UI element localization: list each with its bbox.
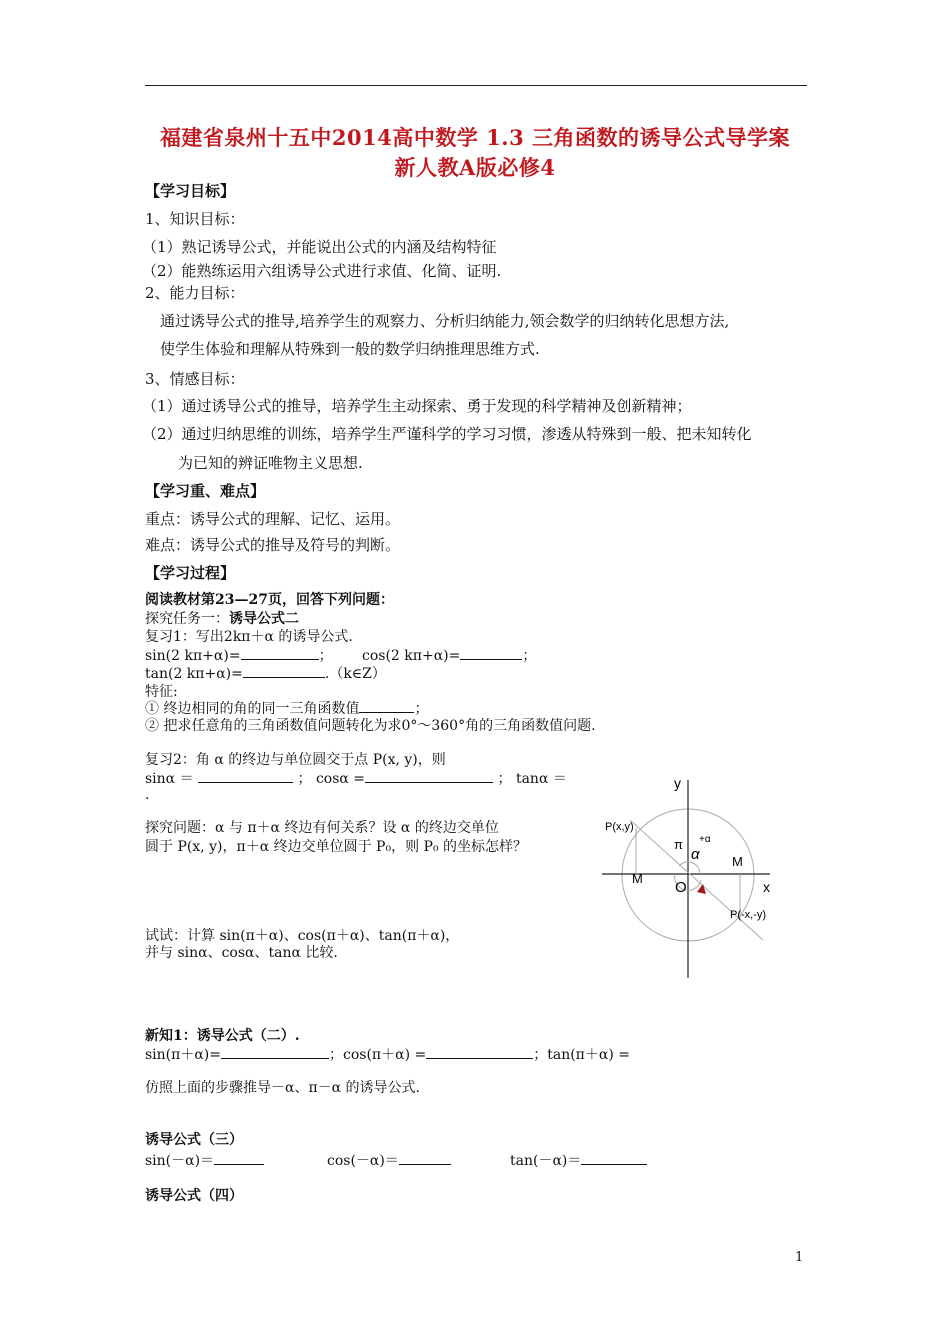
try-line-1: 试试：计算 sin(π＋α)、cos(π＋α)、tan(π＋α)，	[145, 928, 460, 944]
formula3-cos-blank	[399, 1152, 451, 1165]
knowledge-label: 1、知识目标：	[145, 210, 245, 228]
feature-1: ① 终边相同的角的同一三角函数值	[145, 701, 360, 717]
origin-label: O	[675, 879, 687, 896]
new1-sin: sin(π＋α)=	[145, 1047, 221, 1063]
explore-line-2: 圆于 P(x, y)，π＋α 终边交单位圆于 P₀，则 P₀ 的坐标怎样？	[145, 839, 528, 855]
formula3-sin: sin(－α)＝	[145, 1153, 215, 1169]
new1-formula-row	[145, 1046, 630, 1063]
pi-label: π	[674, 837, 683, 852]
ability-item-2: 使学生体验和理解从特殊到一般的数学归纳推理思维方式.	[160, 340, 540, 358]
sina-blank	[198, 770, 293, 783]
cos-2kpi-blank	[460, 647, 522, 660]
focus-difficult: 难点：诱导公式的推导及符号的判断。	[145, 536, 401, 554]
plus-alpha-label: +α	[699, 834, 711, 845]
ability-label: 2、能力目标：	[145, 284, 245, 302]
new1-tan: ；tan(π＋α) =	[533, 1047, 630, 1063]
page-subtitle: 新人教A版必修4	[394, 155, 556, 180]
new1-derive: 仿照上面的步骤推导－α、π－α 的诱导公式.	[145, 1080, 421, 1096]
formula3-sin-row	[145, 1152, 264, 1169]
alpha-label: α	[691, 846, 700, 863]
trig-def-row: sinα ＝ ； cosα = ； tanα ＝	[145, 771, 567, 787]
feature-1-blank	[359, 700, 414, 713]
review2: 复习2：角 α 的终边与单位圆交于点 P(x, y)，则	[145, 752, 446, 768]
formula3-title: 诱导公式（三）	[145, 1132, 243, 1148]
sina-label: sinα ＝	[145, 771, 194, 787]
cosa-blank	[365, 770, 493, 783]
emotion-label: 3、情感目标：	[145, 370, 245, 388]
knowledge-item-1: （1）熟记诱导公式，并能说出公式的内涵及结构特征	[142, 238, 497, 256]
sin-2kpi-expr: sin(2 kπ+α)=	[145, 648, 241, 664]
task1-line	[145, 611, 299, 627]
emotion-item-2b: 为已知的辨证唯物主义思想.	[178, 454, 363, 472]
formula3-tan-row	[510, 1152, 647, 1169]
new1-cos: ；cos(π＋α) =	[329, 1047, 427, 1063]
header-rule	[145, 85, 807, 86]
explore-line-1: 探究问题：α 与 π＋α 终边有何关系？设 α 的终边交单位	[145, 820, 499, 836]
cosa-label: cosα =	[315, 771, 366, 787]
formula3-tan-blank	[581, 1152, 647, 1165]
formula3-cos-row	[327, 1152, 451, 1169]
trig-def-end: .	[145, 787, 150, 803]
tana-label: tanα ＝	[515, 771, 567, 787]
emotion-item-1: （1）通过诱导公式的推导，培养学生主动探索、勇于发现的科学精神及创新精神；	[142, 397, 692, 415]
page-title: 福建省泉州十五中2014高中数学 1.3 三角函数的诱导公式导学案	[159, 125, 791, 150]
reading-instruction: 阅读教材第23—27页，回答下列问题：	[145, 592, 394, 608]
k-condition: .（k∈Z）	[324, 666, 386, 682]
feature-1-row: ① 终边相同的角的同一三角函数值 ；	[145, 701, 429, 717]
emotion-item-2a: （2）通过归纳思维的训练，培养学生严谨科学的学习习惯，渗透从特殊到一般、把未知转化	[142, 425, 752, 443]
try-line-2: 并与 sinα、cosα、tanα 比较.	[145, 945, 338, 961]
formula3-sin-blank	[214, 1152, 264, 1165]
knowledge-item-2: （2）能熟练运用六组诱导公式进行求值、化简、证明.	[142, 262, 502, 280]
p0-label: P(-x,-y)	[730, 909, 767, 921]
formula3-cos: cos(－α)＝	[327, 1153, 399, 1169]
sin-2kpi-row: sin(2 kπ+α)= ；	[145, 648, 333, 664]
tan-2kpi-row	[145, 665, 386, 682]
p-label: P(x,y)	[605, 821, 634, 833]
review1: 复习1：写出2kπ＋α 的诱导公式.	[145, 629, 353, 645]
formula4-title: 诱导公式（四）	[145, 1188, 243, 1204]
sin-2kpi-blank	[241, 647, 319, 660]
alpha-arc	[679, 862, 700, 874]
objectives-heading: 【学习目标】	[145, 182, 236, 200]
new1-cos-blank	[426, 1046, 533, 1059]
m-left-label: M	[632, 871, 643, 886]
tan-2kpi-expr: tan(2 kπ+α)=	[145, 666, 243, 682]
task1-prefix: 探究任务一：	[145, 611, 229, 627]
feature-label: 特征:	[145, 684, 178, 700]
process-heading: 【学习过程】	[145, 564, 236, 582]
formula3-tan: tan(－α)＝	[510, 1153, 582, 1169]
feature-2: ② 把求任意角的三角函数值问题转化为求0°～360°角的三角函数值问题.	[145, 718, 596, 734]
new1-sin-blank	[221, 1046, 329, 1059]
new1-title: 新知1：诱导公式（二）.	[145, 1028, 300, 1044]
cos-2kpi-expr: cos(2 kπ+α)=	[362, 648, 461, 664]
focus-key: 重点：诱导公式的理解、记忆、运用。	[145, 510, 401, 528]
y-label: y	[674, 775, 681, 791]
ability-item-1: 通过诱导公式的推导,培养学生的观察力、分析归纳能力,领会数学的归纳转化思想方法,	[160, 312, 730, 330]
cos-2kpi-row: cos(2 kπ+α)= ；	[362, 648, 537, 664]
x-label: x	[763, 879, 770, 895]
m-right-label: M	[732, 854, 743, 869]
tan-2kpi-blank	[243, 665, 325, 678]
unit-circle-figure	[595, 770, 795, 980]
focus-heading: 【学习重、难点】	[145, 482, 266, 500]
task1-name: 诱导公式二	[229, 611, 299, 627]
page-number: 1	[795, 1250, 804, 1265]
